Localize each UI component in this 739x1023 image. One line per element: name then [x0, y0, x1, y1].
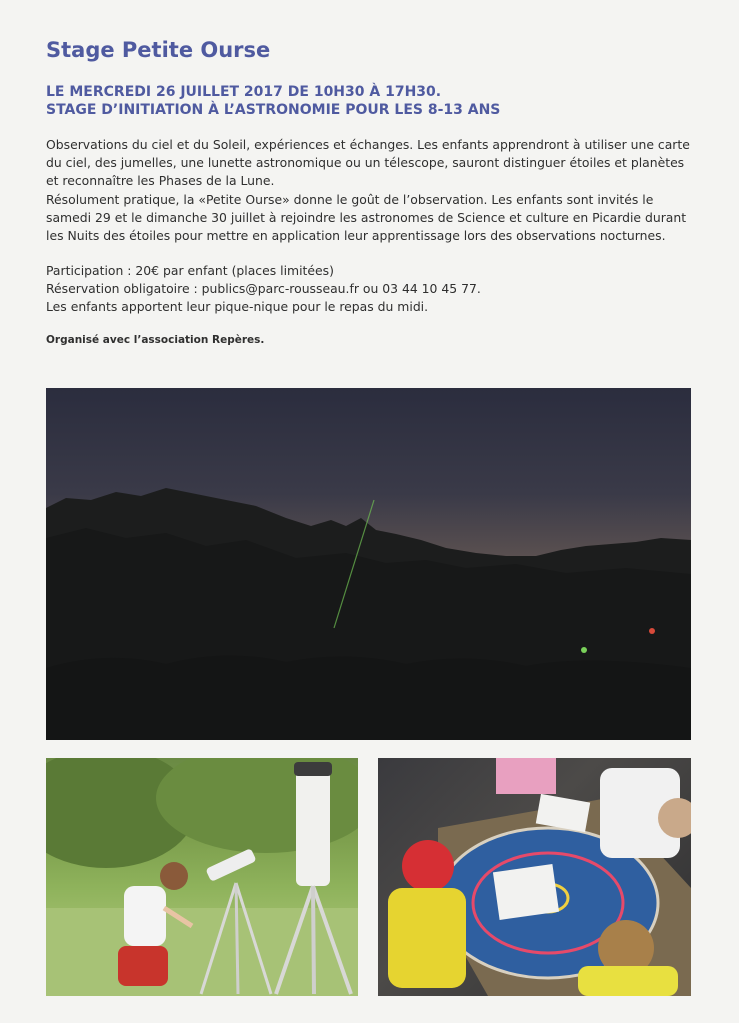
page-title: Stage Petite Ourse — [46, 38, 271, 62]
night-sky-photo — [46, 388, 691, 740]
description-body — [46, 136, 696, 245]
description-paragraph-2: Résolument pratique, la «Petite Ourse» donne le goût de l’observation. Les enfants sont invités le samedi 29 et le dimanche 30 juillet à rejoindre les astronomes de Science et culture en Picardie durant les Nuits des étoiles pour mettre en application leur apprentissage lors des observations nocturnes. — [46, 191, 687, 244]
telescope-girl-photo — [46, 758, 358, 996]
practical-info — [46, 262, 696, 317]
event-description-line: STAGE D’INITIATION À L’ASTRONOMIE POUR LES 8-13 ANS — [46, 102, 501, 118]
night-sky-illustration — [46, 388, 691, 740]
star-map-children-photo — [378, 758, 691, 996]
event-subtitle — [46, 83, 706, 119]
organizer-text: Organisé avec l’association Repères. — [46, 334, 265, 346]
description-paragraph-1: Observations du ciel et du Soleil, expériences et échanges. Les enfants apprendront à utiliser une carte du ciel, des jumelles, une lunette astronomique ou un télescope, sauront distinguer étoiles et planètes et reconnaître les Phases de la Lune. — [46, 137, 690, 189]
participation-text: Participation : 20€ par enfant (places limitées) — [46, 263, 334, 278]
star-map-children-illustration — [378, 758, 691, 996]
telescope-girl-illustration — [46, 758, 358, 996]
reservation-text: Réservation obligatoire : publics@parc-rousseau.fr ou 03 44 10 45 77. — [46, 281, 481, 297]
picnic-text: Les enfants apportent leur pique-nique pour le repas du midi. — [46, 299, 429, 315]
event-date-line: LE MERCREDI 26 JUILLET 2017 DE 10H30 À 17H30. — [46, 84, 442, 100]
